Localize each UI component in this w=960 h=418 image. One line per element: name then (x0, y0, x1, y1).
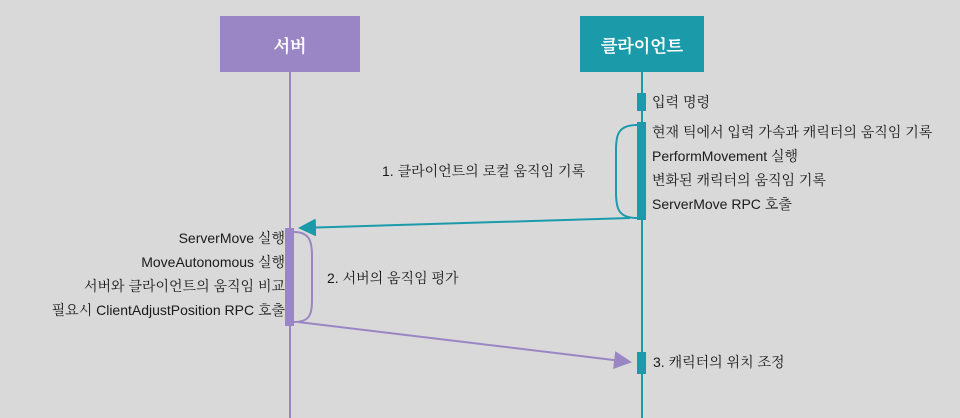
note-server-block-line-4: 필요시 ClientAdjustPosition RPC 호출 (51, 302, 285, 318)
participant-label-client: 클라이언트 (600, 36, 684, 56)
note-client-block-line-2: PerformMovement 실행 (652, 148, 799, 164)
note-client-block-line-3: 변화된 캐릭터의 움직임 기록 (652, 172, 826, 188)
note-step-3: 3. 캐릭터의 위치 조정 (653, 354, 785, 370)
note-server-block (0, 226, 285, 322)
note-client-input: 입력 명령 (652, 94, 710, 110)
note-server-block-line-3: 서버와 클라이언트의 움직임 비교 (83, 278, 285, 294)
note-client-block (652, 120, 932, 216)
note-server-block-line-2: MoveAutonomous 실행 (141, 254, 285, 270)
note-step-2: 2. 서버의 움직임 평가 (327, 270, 459, 286)
note-client-block-line-1: 현재 틱에서 입력 가속과 캐릭터의 움직임 기록 (652, 124, 933, 140)
note-server-block-line-1: ServerMove 실행 (178, 230, 285, 246)
note-client-block-line-4: ServerMove RPC 호출 (652, 196, 792, 212)
note-step-1: 1. 클라이언트의 로컬 움직임 기록 (382, 163, 586, 179)
participant-label-server: 서버 (273, 36, 307, 56)
